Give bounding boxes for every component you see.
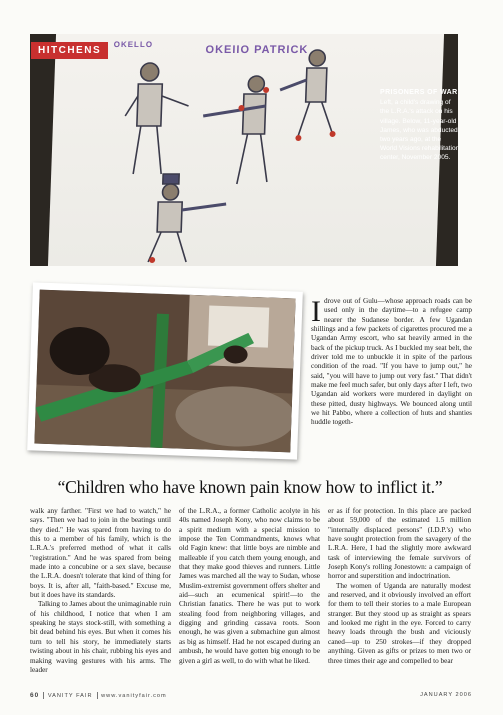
footer-separator	[97, 692, 98, 699]
caption-title: PRISONERS OF WAR	[380, 89, 458, 96]
drop-cap: I	[311, 295, 321, 328]
article-opening-paragraph	[311, 297, 472, 428]
column-1-paragraph-1: walk any farther. "First we had to watch," he says. "Then we had to join in the beatings until they died." He was spared from having to do this to a member of his family, which is the L.R.A.'s preferred method of what it calls "registration." And he was spared from being made into a concubine or a sex slave, because the L.R.A. doesn't tolerate that kind of thing for boys. It is, after all, "faith-based." Excuse me, but it does have its standards.	[30, 507, 171, 600]
inset-photo-illustration	[34, 290, 295, 453]
caption-text: Left, a child's drawing of the L.R.A.'s attack on his village. Below, 11-year-old James, who was abducted two years ago, at the World Visions rehabilitation center, November 2005.	[380, 99, 460, 162]
drawing-label-2: OKEIIO PATRICK	[205, 44, 309, 56]
footer-separator	[43, 692, 44, 699]
column-2-paragraph-1: of the L.R.A., a former Catholic acolyte in his 40s named Joseph Kony, who now claims to be a spirit medium with a special mission to impose the Ten Commandments, knows what old Fagin knew: that little boys are nimble and malleable if you catch them young enough, and that they make good thieves and runners. Little James was marched all the way to Sudan, whose Muslim-extremist government offers shelter and aid—such an ecumenical spirit!—to the Christian fanatics. There he was put to work stealing food from neighboring villages, and digging and grinding cassava roots. Soon enough, he was given a submachine gun almost as big as himself. Had he not escaped during an ambush, he would have gotten big enough to be given a girl as well, to do with what he liked.	[179, 507, 320, 665]
article-column-2	[179, 507, 320, 666]
article-right-column	[311, 297, 472, 428]
section-tag: HITCHENS	[31, 42, 108, 59]
drawing-label-1: OKELLO	[113, 40, 154, 49]
magazine-name: VANITY FAIR	[47, 693, 93, 699]
page-number: 60	[30, 692, 40, 699]
photo-caption	[380, 88, 460, 163]
inset-photo	[34, 290, 295, 453]
issue-date: JANUARY 2006	[420, 692, 472, 698]
article-column-1	[30, 507, 171, 675]
website-link[interactable]: www.vanityfair.com	[101, 693, 167, 699]
column-1-paragraph-2: Talking to James about the unimaginable ruin of his childhood, I notice that when I am speaking he stays stock-still, with something a bit dead behind his eyes. But when it comes his turn to tell his story, he immediately starts twisting about in his chair, rubbing his eyes and making waving gestures with his arms. The leader	[30, 600, 171, 674]
page-footer	[30, 692, 472, 699]
article-column-3	[328, 507, 471, 666]
inset-photo-frame	[27, 282, 303, 459]
pull-quote: “Children who have known pain know how to inflict it.”	[57, 477, 443, 497]
column-3-paragraph-2: The women of Uganda are naturally modest and reserved, and it obviously involved an effort for them to tell their stories to a male European stranger. But they stood up as straight as spears and looked me right in the eye. Forced to carry heavy loads through the bush and viciously caned—up to 250 strokes—if they dropped anything. Given as gifts or prizes to men two or three times their age and compelled to bear	[328, 581, 471, 665]
opening-text: drove out of Gulu—whose approach roads can be used only in the daytime—to a refugee camp nearer the Sudanese border. A few Ugandan shillings and a few packets of cigarettes procured me a Ugandan Army escort, who sat heavily armed in the back of the pickup truck. As I buckled my seat belt, the driver told me to unbuckle it in spite of the parlous condition of the road. "If you have to jump out," he said, "you will have to jump out very fast." That didn't make me feel much safer, but only days after I left, two Ugandan aid workers were murdered in daylight on these pitted, dusty highways. We bounced along until we hit Pabbo, where a collection of huts and shanties huddle togeth-	[311, 297, 472, 427]
column-3-paragraph-1: er as if for protection. In this place are packed about 59,000 of the estimated 1.5 million "internally displaced persons" (I.D.P.'s) who have sought protection from the savagery of the L.R.A. Here, I had the slightly more awkward task of interviewing the female survivors of Joseph Kony's rolling Jonestown: a campaign of horror and superstition and indoctrination.	[328, 507, 471, 581]
